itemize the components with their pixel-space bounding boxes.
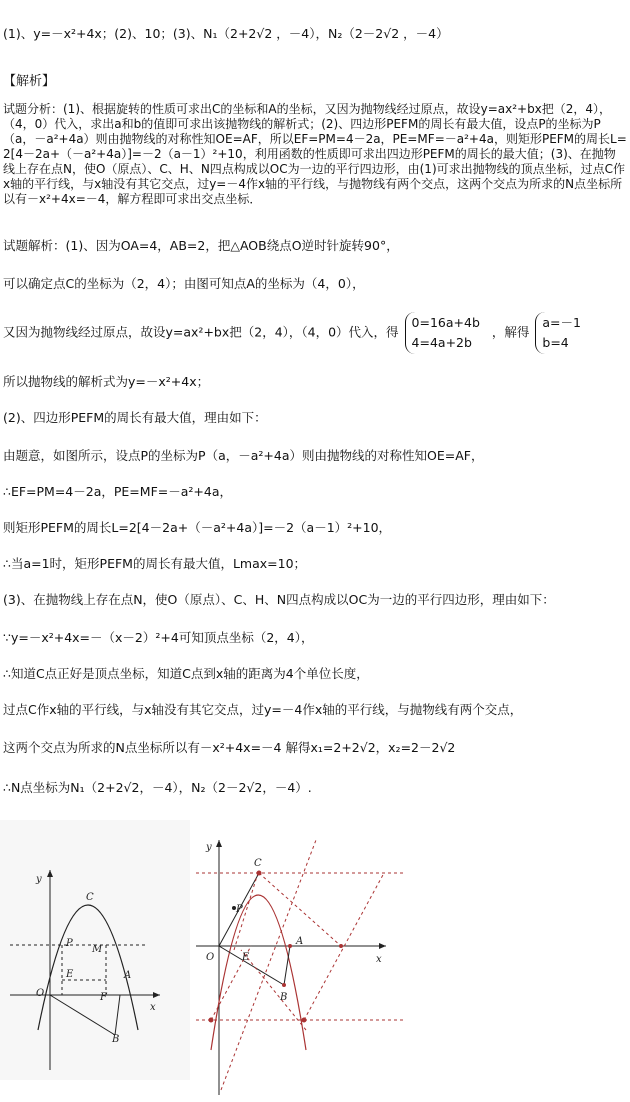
solution-line-10: (3)、在抛物线上存在点N，使O（原点）、C、H、N四点构成以OC为一边的平行四边形，理由如下： (3, 592, 555, 607)
solution-line-4: 所以抛物线的解析式为y=－x²+4x； (3, 374, 210, 389)
equation-2: 4=4a+2b (411, 335, 472, 350)
solution-line-11: ∵y=－x²+4x=－（x－2）²+4可知顶点坐标（2，4）， (3, 630, 314, 645)
fig1-f-label: F (100, 992, 107, 1003)
fig1-a-label: A (124, 970, 132, 981)
fig1-y-label: y (36, 874, 42, 885)
fig2-b-label: B (280, 992, 288, 1003)
solution-line-9: ∴当a=1时，矩形PEFM的周长有最大值，Lmax=10； (3, 556, 307, 571)
fig2-x-label: x (376, 954, 382, 965)
fig1-c-label: C (86, 892, 94, 903)
fig2-o-label: O (206, 952, 215, 963)
solution-line-8: 则矩形PEFM的周长L=2[4－2a+（－a²+4a）]=－2（a－1）²+10， (3, 520, 392, 535)
figure-2-parallelogram-diagram (196, 820, 406, 1100)
fig1-o-label: O (36, 988, 45, 999)
solution-line-2: 可以确定点C的坐标为（2，4）；由图可知点A的坐标为（4，0）， (3, 276, 365, 291)
solution-line-15: ∴N点坐标为N₁（2+2√2，－4），N₂（2－2√2，－4）. (3, 780, 312, 795)
fig1-x-label: x (150, 1002, 156, 1013)
fig2-y-label: y (206, 842, 212, 853)
analysis-paragraph: 试题分析：(1)、根据旋转的性质可求出C的坐标和A的坐标，又因为抛物线经过原点，故设y=ax²+bx把（2，4），（4，0）代入，求出a和b的值即可求出该抛物线的解析式；(2)、四边形PEFM的周长有最大值，设点P的坐标为P（a，－a²+4a）则由抛物线的对称性知OE=AF，所以EF=PM=4－2a，PE=MF=－a²+4a，则矩形PEFM的周长L=2[4－2a+（－a²+4a）]=－2（a－1）²+10，利用函数的性质即可求出四边形PEFM的周长的最大值；(3)、在抛物线上存在点N，使O（原点）、C、H、N四点构成以OC为一边的平行四边形，由(1)可求出抛物线的顶点坐标，过点C作x轴的平行线，与x轴没有其它交点，过y=－4作x轴的平行线，与抛物线有两个交点，这两个交点为所求的N点坐标所以有－x²+4x=－4，解方程即可求出交点坐标． (3, 102, 627, 206)
fig1-p-label: P (66, 938, 73, 949)
figure-1-rectangle-diagram (0, 820, 190, 1080)
fig1-m-label: M (92, 944, 103, 955)
fig2-e-label: E (242, 952, 250, 963)
fig1-b-label: B (112, 1034, 120, 1045)
fig2-a-label: A (296, 936, 304, 947)
fig2-c-label: C (254, 858, 262, 869)
answer-line: (1)、y=－x²+4x；(2)、10；(3)、N₁（2+2√2 ，－4），N₂（2－2√2 ，－4） (3, 26, 449, 41)
fig2-p-label: P (236, 904, 243, 915)
solution-line-6: 由题意，如图所示，设点P的坐标为P（a，－a²+4a）则由抛物线的对称性知OE=AF， (3, 448, 484, 463)
fig1-e-label: E (66, 969, 74, 980)
solution-line-1: 试题解析：(1)、因为OA=4，AB=2，把△AOB绕点O逆时针旋转90°， (3, 238, 399, 253)
solution-line-5: (2)、四边形PEFM的周长有最大值，理由如下： (3, 410, 267, 425)
solution-b: b=4 (542, 335, 569, 350)
solution-line-13: 过点C作x轴的平行线，与x轴没有其它交点，过y=－4作x轴的平行线，与抛物线有两个交点， (3, 702, 523, 717)
solution-line-3-text: 又因为抛物线经过原点，故设y=ax²+bx把（2，4），（4，0）代入，得 (3, 324, 399, 340)
solution-a: a=－1 (542, 315, 581, 330)
equation-1: 0=16a+4b (411, 315, 480, 330)
solution-line-7: ∴EF=PM=4－2a，PE=MF=－a²+4a， (3, 484, 232, 499)
solution-line-3 (3, 312, 589, 354)
solution-line-12: ∴知道C点正好是顶点坐标，知道C点到x轴的距离为4个单位长度， (3, 666, 369, 681)
solution-line-14: 这两个交点为所求的N点坐标所以有－x²+4x=－4 解得x₁=2+2√2，x₂=2－2√2 (3, 740, 456, 755)
section-title: 【解析】 (3, 74, 56, 89)
equation-system (405, 312, 486, 354)
solution-system (535, 312, 587, 354)
solution-line-3-mid: ，解得 (491, 324, 530, 340)
